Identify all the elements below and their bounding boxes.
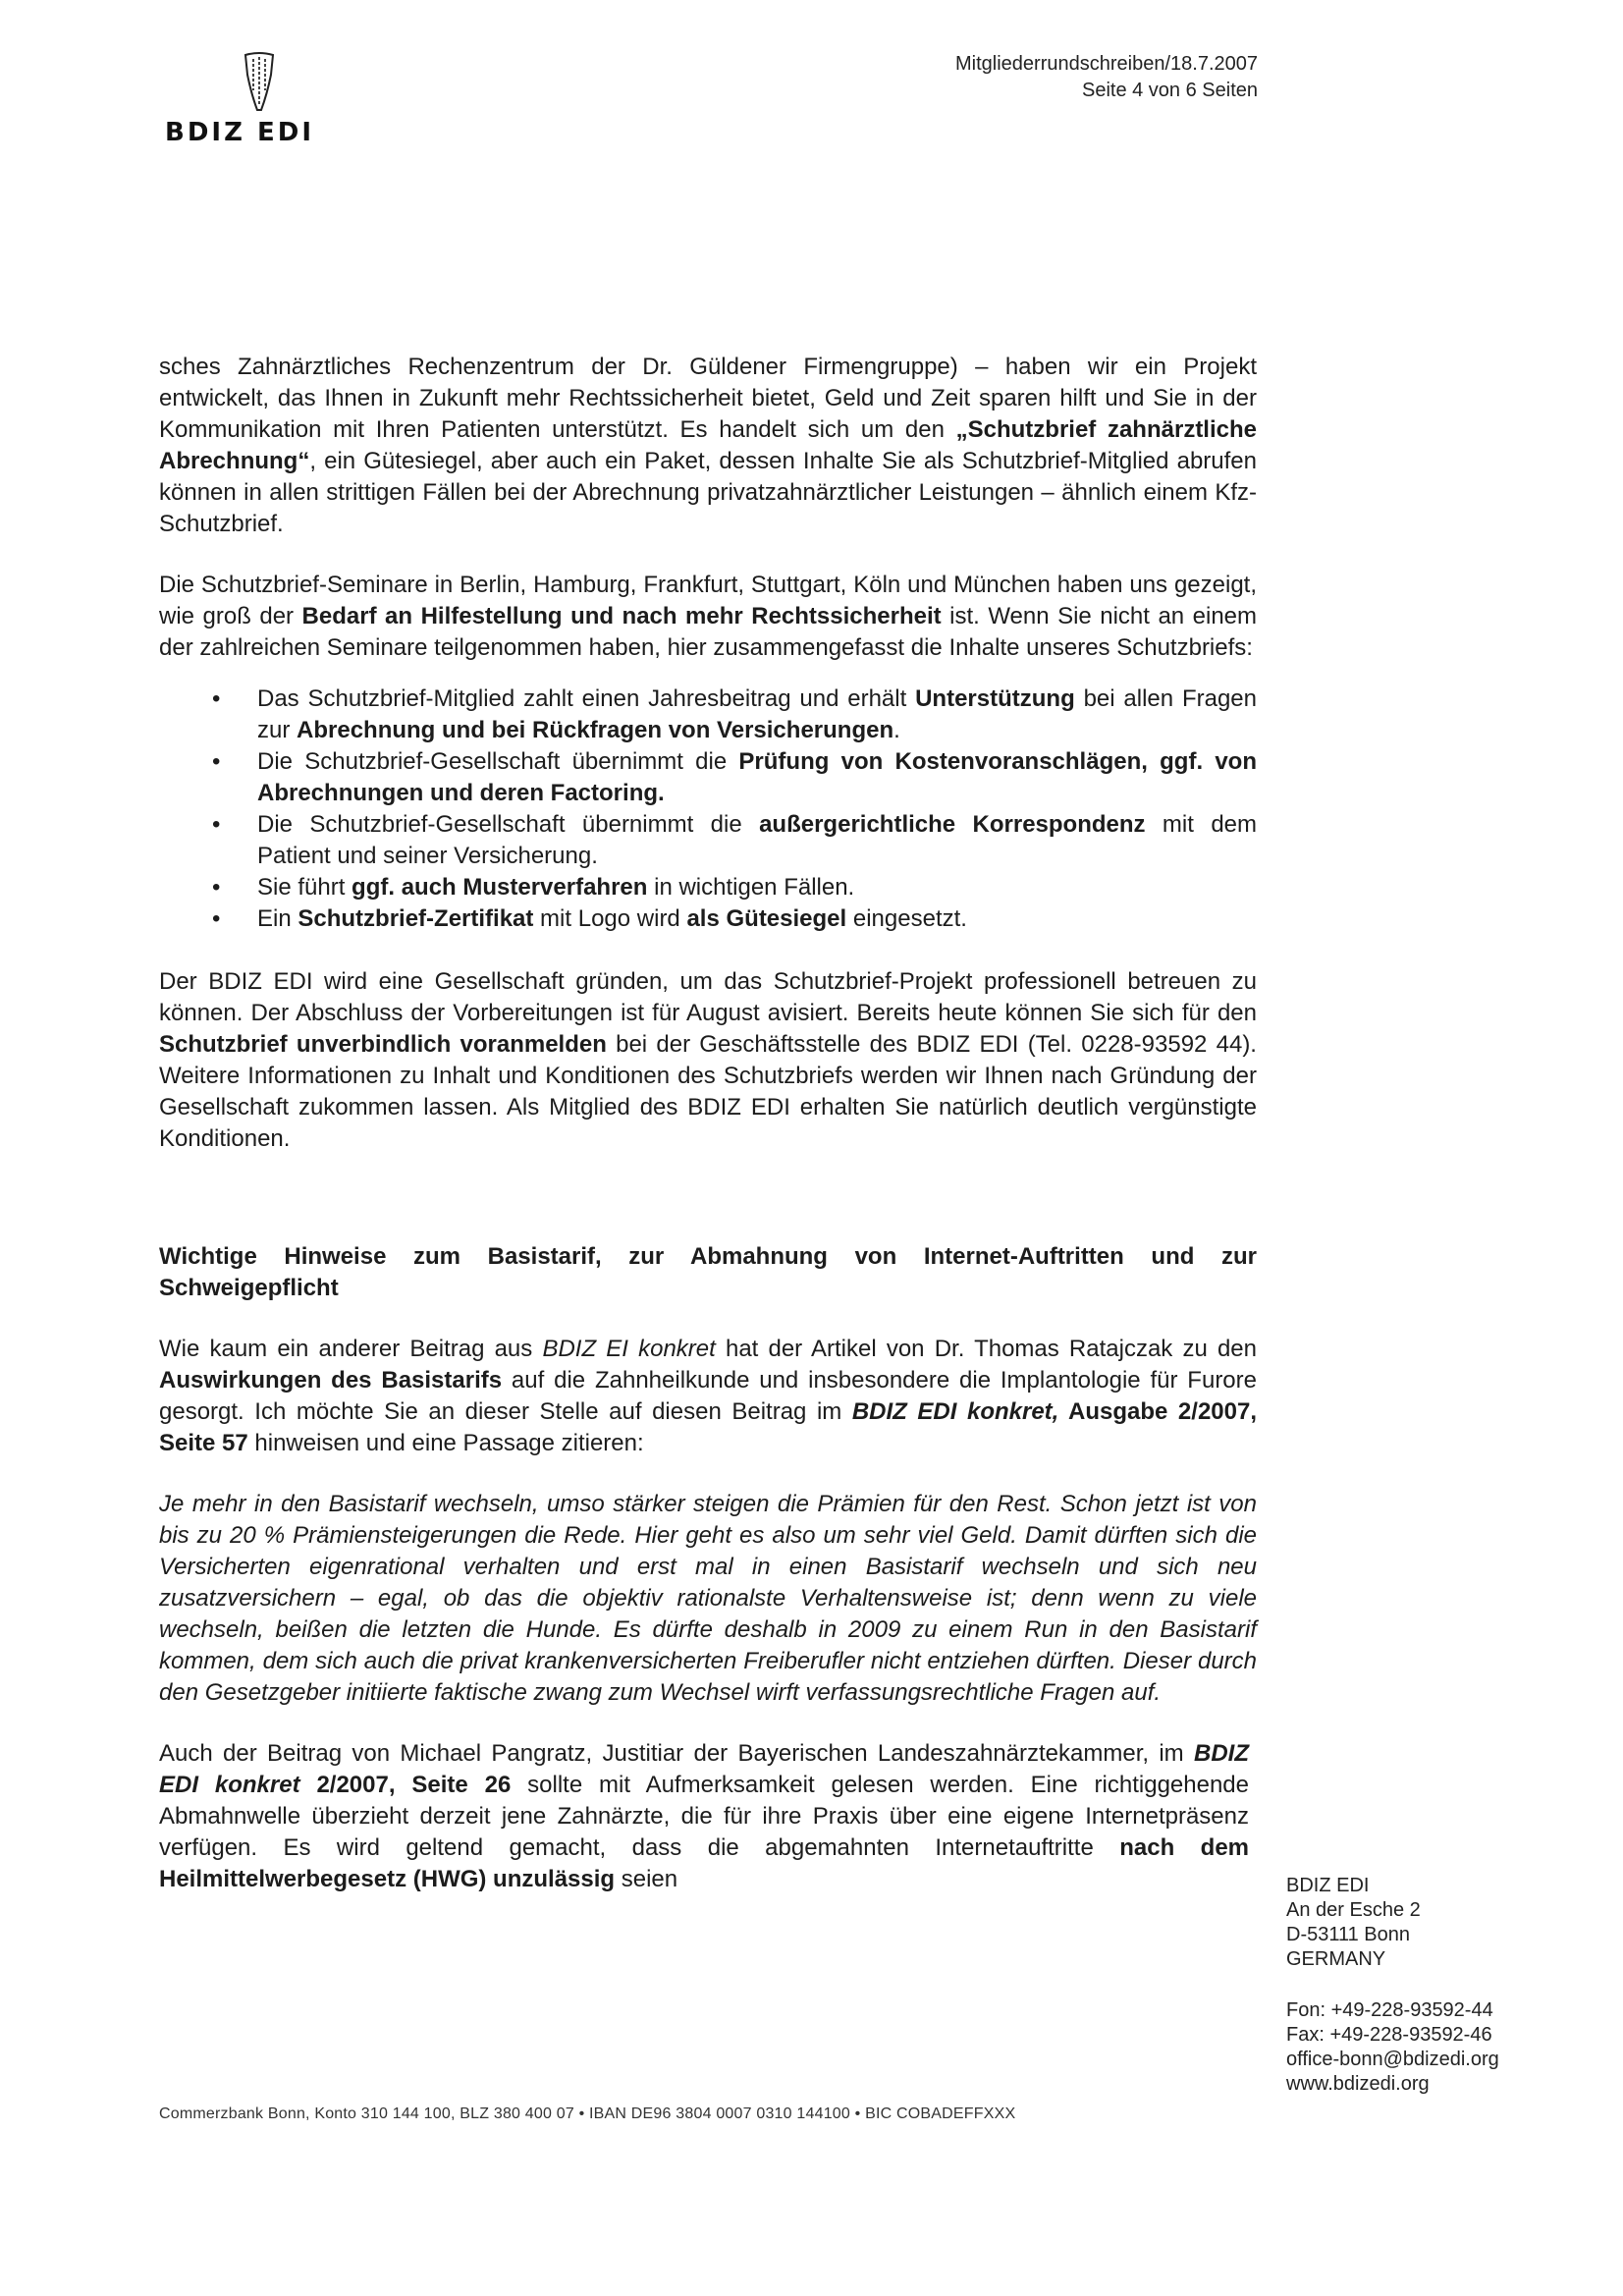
bdiz-edi-logo xyxy=(165,51,361,147)
letter-body xyxy=(159,352,1257,1925)
page-number: Seite 4 von 6 Seiten xyxy=(1081,80,1258,101)
section-heading: Wichtige Hinweise zum Basistarif, zur Abmahnung von Internet-Auftritten und zur Schweigepflicht xyxy=(159,1243,1257,1301)
sender-contact xyxy=(1286,1998,1499,2097)
website: www.bdizedi.org xyxy=(1286,2073,1430,2095)
paragraph-schutzbrief-intro: sches Zahnärztliches Rechenzentrum der Dr. Güldener Firmengruppe) – haben wir ein Projekt entwickelt, das Ihnen in Zukunft mehr Rechtssicherheit bietet, Geld und Zeit sparen hilft und Sie in der Kommunikation mit Ihren Patienten unterstützt. Es handelt sich um den „Schutzbrief zahnärztliche Abrechnung“, ein Gütesiegel, aber auch ein Paket, dessen Inhalte Sie als Schutzbrief-Mitglied abrufen können in allen strittigen Fällen bei der Abrechnung privatzahnärztlicher Leistungen – ähnlich einem Kfz-Schutzbrief. xyxy=(159,354,1257,537)
quote-passage: Je mehr in den Basistarif wechseln, umso stärker steigen die Prämien für den Rest. Schon jetzt ist von bis zu 20 % Prämiensteigerungen die Rede. Hier geht es also um sehr viel Geld. Damit dürften sich die Versicherten eigenrational verhalten und erst mal in einen Basistarif wechseln und sich neu zusatzversichern – egal, ob das die objektiv rationalste Verhaltensweise ist; denn wenn zu viele wechseln, beißen die letzten die Hunde. Es dürfte deshalb in 2009 zu einem Run in den Basistarif kommen, dem sich auch die privat krankenversicherten Freiberufler nicht entziehen dürften. Dieser durch den Gesetzgeber initiierte faktische zwang zum Wechsel wirft verfassungsrechtliche Fragen auf. xyxy=(159,1491,1257,1706)
bullet-icon: • xyxy=(212,811,221,838)
phone-number: Fon: +49-228-93592-44 xyxy=(1286,1999,1493,2021)
email-address: office-bonn@bdizedi.org xyxy=(1286,2049,1499,2070)
bullet-icon: • xyxy=(212,874,221,901)
bank-details-footer: Commerzbank Bonn, Konto 310 144 100, BLZ 380 400 07 • IBAN DE96 3804 0007 0310 144100 • BIC COBADEFFXXX xyxy=(159,2105,1016,2122)
list-item: • Ein Schutzbrief-Zertifikat mit Logo wird als Gütesiegel eingesetzt. xyxy=(159,903,1257,935)
list-item: • Die Schutzbrief-Gesellschaft übernimmt die Prüfung von Kostenvoranschlägen, ggf. von Abrechnungen und deren Factoring. xyxy=(212,748,1257,806)
bullet-icon: • xyxy=(212,748,221,775)
logo-wordmark: BDIZ EDI xyxy=(165,118,314,147)
bullet-icon: • xyxy=(212,905,221,932)
list-item: • Das Schutzbrief-Mitglied zahlt einen Jahresbeitrag und erhält Unterstützung bei allen Fragen zur Abrechnung und bei Rückfragen von Versicherungen. xyxy=(212,685,1257,743)
tooth-implant-icon xyxy=(242,51,277,114)
document-reference: Mitgliederrundschreiben/18.7.2007 xyxy=(955,53,1258,75)
paragraph-gesellschaft: Der BDIZ EDI wird eine Gesellschaft gründen, um das Schutzbrief-Projekt professionell betreuen zu können. Der Abschluss der Vorbereitungen ist für August avisiert. Bereits heute können Sie sich für den Schutzbrief unverbindlich voranmelden bei der Geschäftsstelle des BDIZ EDI (Tel. 0228-93592 44). Weitere Informationen zu Inhalt und Konditionen des Schutzbriefs werden wir Ihnen nach Gründung der Gesellschaft zukommen lassen. Als Mitglied des BDIZ EDI erhalten Sie natürlich deutlich vergünstigte Konditionen. xyxy=(159,968,1257,1152)
schutzbrief-benefits-list xyxy=(159,683,1257,935)
paragraph-abmahnung: Auch der Beitrag von Michael Pangratz, Justitiar der Bayerischen Landeszahnärztekammer, im BDIZ EDI konkret 2/2007, Seite 26 sollte mit Aufmerksamkeit gelesen werden. Eine richtiggehende Abmahnwelle überzieht derzeit jene Zahnärzte, die für ihre Praxis über eine eigene Internetpräsenz verfügen. Es wird geltend gemacht, dass die abgemahnten Internetauftritte nach dem Heilmittelwerbegesetz (HWG) unzulässig seien xyxy=(159,1740,1250,1892)
fax-number: Fax: +49-228-93592-46 xyxy=(1286,2024,1492,2046)
document-header xyxy=(955,51,1258,104)
sender-address: BDIZ EDI An der Esche 2 D-53111 Bonn GERMANY xyxy=(1286,1875,1421,1970)
bullet-icon: • xyxy=(212,685,221,712)
paragraph-seminare: Die Schutzbrief-Seminare in Berlin, Hamburg, Frankfurt, Stuttgart, Köln und München haben uns gezeigt, wie groß der Bedarf an Hilfestellung und nach mehr Rechtssicherheit ist. Wenn Sie nicht an einem der zahlreichen Seminare teilgenommen haben, hier zusammengefasst die Inhalte unseres Schutzbriefs: xyxy=(159,572,1258,661)
list-item: • Sie führt ggf. auch Musterverfahren in wichtigen Fällen. xyxy=(159,872,1257,903)
list-item: • Die Schutzbrief-Gesellschaft übernimmt die außergerichtliche Korrespondenz mit dem Patient und seiner Versicherung. xyxy=(212,811,1258,869)
paragraph-basistarif: Wie kaum ein anderer Beitrag aus BDIZ EI konkret hat der Artikel von Dr. Thomas Ratajczak zu den Auswirkungen des Basistarifs auf die Zahnheilkunde und insbesondere die Implantologie für Furore gesorgt. Ich möchte Sie an dieser Stelle auf diesen Beitrag im BDIZ EDI konkret, Ausgabe 2/2007, Seite 57 hinweisen und eine Passage zitieren: xyxy=(159,1336,1258,1456)
